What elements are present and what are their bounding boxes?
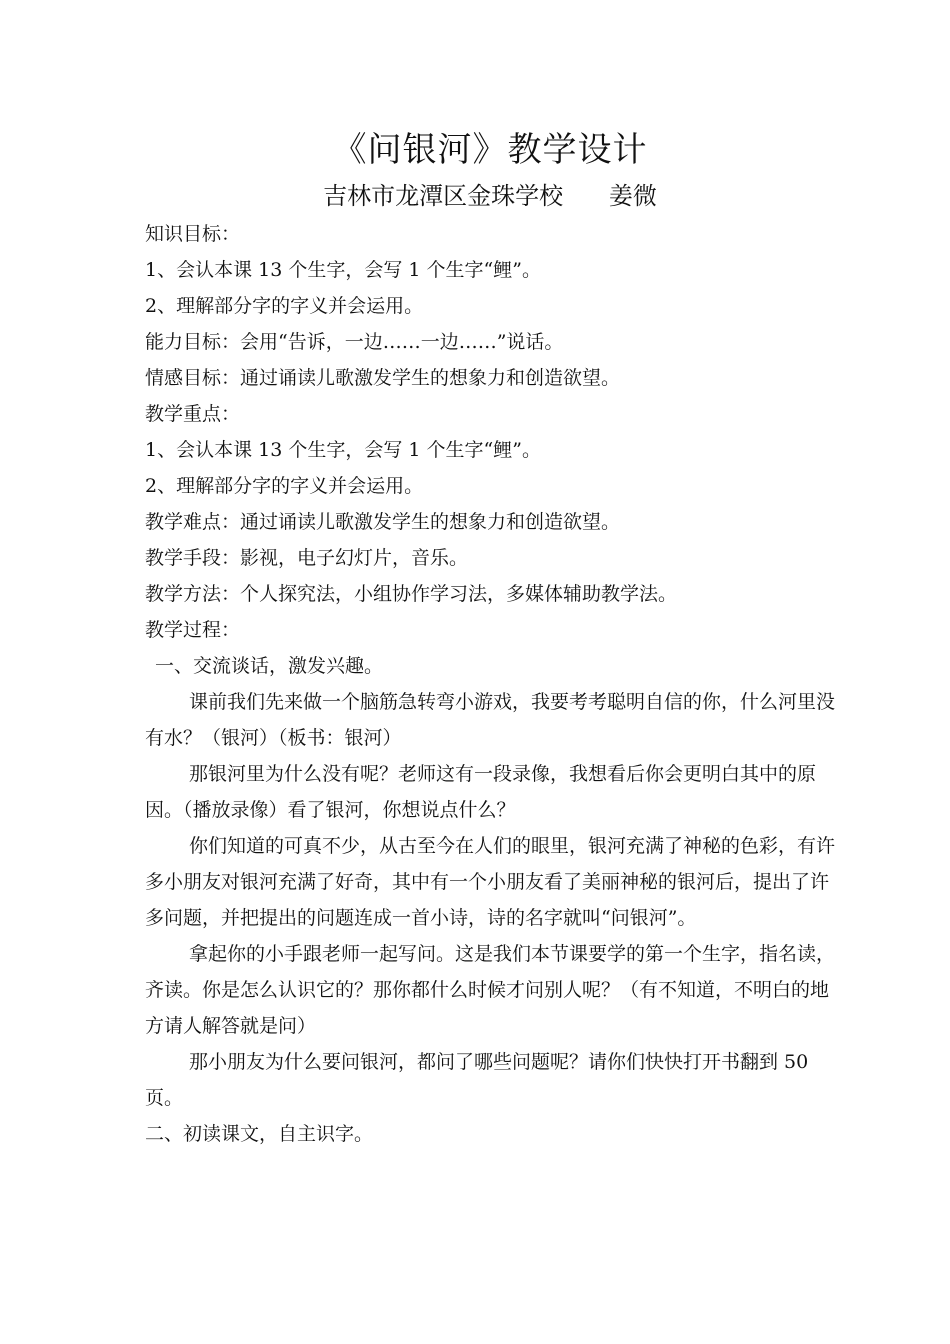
process-block (145, 648, 835, 1152)
section-heading-1: 一、交流谈话，激发兴趣。 (155, 655, 384, 677)
difficulty: 教学难点：通过诵读儿歌激发学生的想象力和创造欲望。 (145, 511, 621, 533)
key-point-2: 2、理解部分字的字义并会运用。 (145, 475, 424, 497)
ability-goal: 能力目标：会用“告诉，一边……一边……”说话。 (145, 331, 564, 353)
key-point-1: 1、会认本课 13 个生字，会写 1 个生字“鲤”。 (145, 439, 541, 461)
teaching-means: 教学手段：影视，电子幻灯片，音乐。 (145, 547, 469, 569)
paragraph: 那银河里为什么没有呢？老师这有一段录像，我想看后你会更明白其中的原因。（播放录像）看了银河，你想说点什么？ (145, 763, 817, 821)
knowledge-goal-1: 1、会认本课 13 个生字，会写 1 个生字“鲤”。 (145, 259, 541, 281)
paragraph: 拿起你的小手跟老师一起写问。这是我们本节课要学的第一个生字，指名读，齐读。你是怎么认识它的？那你都什么时候才问别人呢？（有不知道，不明白的地方请人解答就是问） (145, 943, 836, 1037)
paragraph: 你们知道的可真不少，从古至今在人们的眼里，银河充满了神秘的色彩，有许多小朋友对银河充满了好奇，其中有一个小朋友看了美丽神秘的银河后，提出了许多问题，并把提出的问题连成一首小诗，诗的名字就叫“问银河”。 (145, 835, 836, 929)
section-heading-2: 二、初读课文，自主识字。 (145, 1123, 374, 1145)
paragraph: 课前我们先来做一个脑筋急转弯小游戏，我要考考聪明自信的你，什么河里没有水？（银河）（板书：银河） (145, 691, 836, 749)
emotion-goal: 情感目标：通过诵读儿歌激发学生的想象力和创造欲望。 (145, 367, 621, 389)
document-page (145, 126, 835, 1152)
process-heading: 教学过程： (145, 619, 241, 641)
author-line: 吉林市龙潭区金珠学校 姜微 (323, 182, 657, 210)
key-points-heading: 教学重点： (145, 403, 241, 425)
paragraph: 那小朋友为什么要问银河，都问了哪些问题呢？请你们快快打开书翻到 50 页。 (145, 1051, 809, 1109)
knowledge-goal-2: 2、理解部分字的字义并会运用。 (145, 295, 424, 317)
knowledge-goal-heading: 知识目标： (145, 223, 241, 245)
teaching-methods: 教学方法：个人探究法，小组协作学习法，多媒体辅助教学法。 (145, 583, 678, 605)
objectives-block (145, 216, 835, 648)
document-title: 《问银河》教学设计 (332, 130, 648, 170)
